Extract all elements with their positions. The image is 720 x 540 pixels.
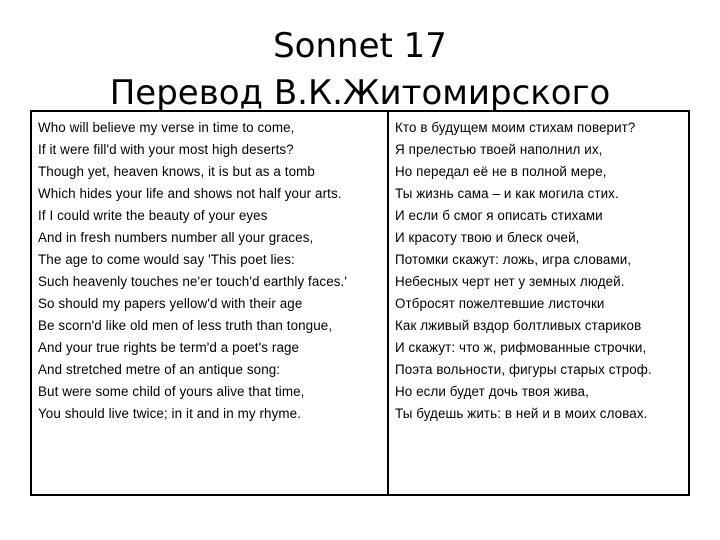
translation-line: Ты жизнь сама – и как могила стих.	[395, 186, 619, 201]
poem-line: But were some child of yours alive that time,	[38, 384, 305, 399]
poem-line: Such heavenly touches ne'er touch'd earthly faces.'	[38, 274, 348, 289]
poem-line: You should live twice; in it and in my rhyme.	[38, 406, 302, 421]
translation-line: И скажут: что ж, рифмованные строчки,	[395, 340, 647, 355]
poem-table	[30, 110, 690, 496]
translation-line: Ты будешь жить: в ней и в моих словах.	[395, 406, 648, 421]
translation-line: И красоту твою и блеск очей,	[395, 230, 580, 245]
translation-text-column	[389, 112, 688, 494]
poem-line: Be scorn'd like old men of less truth than tongue,	[38, 318, 333, 333]
translation-line: Но передал её не в полной мере,	[395, 164, 607, 179]
translation-line: Я прелестью твоей наполнил их,	[395, 142, 603, 157]
poem-line: If it were fill'd with your most high deserts?	[38, 142, 294, 157]
translation-line: И если б смог я описать стихами	[395, 208, 603, 223]
poem-line: Who will believe my verse in time to come,	[38, 120, 295, 135]
poem-line: The age to come would say 'This poet lies:	[38, 252, 295, 267]
translation-line: Как лживый вздор болтливых стариков	[395, 318, 642, 333]
poem-line: So should my papers yellow'd with their age	[38, 296, 303, 311]
translation-line: Потомки скажут: ложь, игра словами,	[395, 252, 632, 267]
translation-line: Небесных черт нет у земных людей.	[395, 274, 625, 289]
slide-subtitle: Перевод В.К.Житомирского	[109, 73, 611, 113]
translation-line: Отбросят пожелтевшие листочки	[395, 296, 605, 311]
translation-line: Но если будет дочь твоя жива,	[395, 384, 589, 399]
poem-line: And stretched metre of an antique song:	[38, 362, 281, 377]
poem-line: And in fresh numbers number all your graces,	[38, 230, 314, 245]
poem-line: And your true rights be term'd a poet's rage	[38, 340, 300, 355]
poem-line: Which hides your life and shows not half your arts.	[38, 186, 342, 201]
poem-line: If I could write the beauty of your eyes	[38, 208, 268, 223]
translation-line: Поэта вольности, фигуры старых строф.	[395, 362, 652, 377]
original-text-column	[32, 112, 389, 494]
slide-title: Sonnet 17	[273, 26, 447, 66]
translation-line: Кто в будущем моим стихам поверит?	[395, 120, 636, 135]
poem-line: Though yet, heaven knows, it is but as a tomb	[38, 164, 315, 179]
